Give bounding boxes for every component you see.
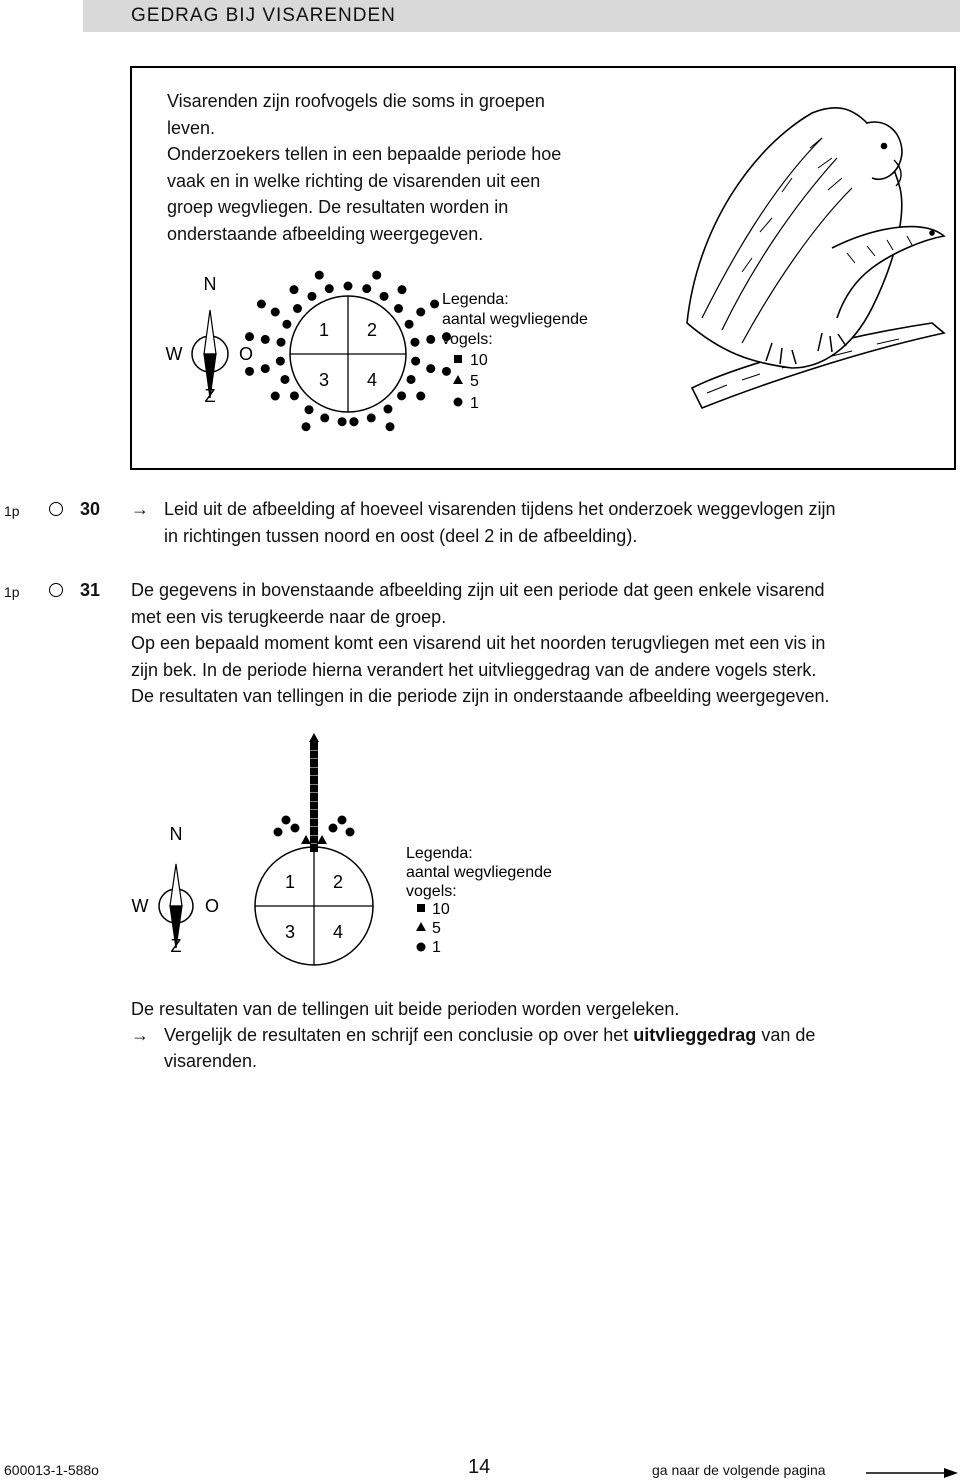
bird-dot: [372, 271, 381, 280]
bird-dot: [290, 285, 299, 294]
bird-dot: [329, 824, 338, 833]
question-number: 30: [80, 499, 101, 519]
legend-dot-value: 1: [470, 395, 479, 412]
points-label: 1p: [4, 503, 20, 519]
compass-n: N: [203, 274, 217, 294]
task-line: [164, 1022, 815, 1049]
page-number: 14: [468, 1456, 491, 1478]
question-line: Op een bepaald moment komt een visarend uit het noorden terugvliegen met een vis in: [131, 633, 826, 653]
bird-dot: [282, 816, 291, 825]
intro-line: Visarenden zijn roofvogels die soms in groepen: [167, 91, 545, 111]
bird-dot: [293, 304, 302, 313]
legend-triangle-icon: [416, 922, 426, 931]
legend-subtitle: aantal wegvliegende: [442, 311, 588, 328]
intro-line: groep wegvliegen. De resultaten worden in: [167, 197, 509, 217]
bird-dot: [426, 364, 435, 373]
bird-square: [310, 742, 318, 750]
compass-needle-north: [204, 310, 216, 354]
quadrant-3: 3: [284, 922, 296, 942]
compass-needle-north: [170, 864, 182, 906]
answer-circle-icon[interactable]: [49, 502, 63, 516]
intro-line: Onderzoekers tellen in een bepaalde periode hoe: [167, 144, 562, 164]
bird-dot: [245, 332, 254, 341]
figure-2: [0, 720, 960, 980]
bird-dot: [257, 300, 266, 309]
bird-square: [310, 819, 318, 827]
legend-1: [442, 291, 588, 412]
bird-dot: [280, 375, 289, 384]
quadrant-4: 4: [332, 922, 344, 942]
footer-code: 600013-1-588o: [4, 1462, 99, 1478]
bird-dot: [277, 338, 286, 347]
bird-dot: [304, 405, 313, 414]
question-line: in richtingen tussen noord en oost (deel 2 in de afbeelding).: [164, 525, 638, 546]
question-number: 31: [80, 580, 101, 600]
bird-dot: [290, 391, 299, 400]
bird-dot: [411, 357, 420, 366]
task-text: Vergelijk de resultaten en schrijf een conclusie op over het: [164, 1025, 634, 1045]
quadrant-1: 1: [284, 872, 296, 892]
bird-dot: [274, 828, 283, 837]
bird-dot: [344, 282, 353, 291]
legend-title: Legenda:: [442, 291, 509, 308]
intro-box: [130, 66, 956, 470]
bird-dot: [291, 824, 300, 833]
bird-dot: [416, 392, 425, 401]
bird-dot: [282, 320, 291, 329]
osprey-illustration: [687, 108, 944, 408]
bird-square: [310, 768, 318, 776]
direction-circle-2: [255, 847, 373, 965]
bird-dot: [271, 392, 280, 401]
arrow-icon: →: [131, 499, 149, 519]
compass-o: O: [204, 896, 220, 916]
bird-dot: [405, 320, 414, 329]
bird-square: [310, 751, 318, 759]
bird-dot: [338, 417, 347, 426]
question-line: De gegevens in bovenstaande afbeelding zijn uit een periode dat geen enkele visarend: [131, 580, 825, 600]
legend-2: [406, 845, 552, 956]
legend-square-icon: [417, 904, 425, 912]
direction-circle-1: [290, 296, 406, 412]
legend-subtitle: aantal wegvliegende: [406, 864, 552, 881]
bird-dot: [430, 300, 439, 309]
legend-subtitle: vogels:: [442, 331, 493, 348]
legend-dot-icon: [417, 943, 426, 952]
arrow-icon: →: [131, 1025, 149, 1045]
bird-dot: [245, 367, 254, 376]
bird-dot: [397, 285, 406, 294]
figure-1: [132, 68, 954, 468]
compass-n: N: [169, 824, 183, 844]
compass-w: W: [165, 344, 183, 364]
intro-line: leven.: [167, 117, 216, 138]
bird-dot: [442, 367, 451, 376]
legend-dot-value: 1: [432, 939, 441, 956]
question-30-text: [164, 496, 835, 549]
question-line: met een vis terugkeerde naar de groep.: [131, 606, 447, 627]
bird-dot: [367, 413, 376, 422]
bird-dot: [346, 828, 355, 837]
bird-dot: [276, 357, 285, 366]
compass-w: W: [131, 896, 149, 916]
compass-2: [132, 824, 220, 956]
quadrant-1: 1: [318, 320, 330, 340]
task-line-2: visarenden.: [164, 1051, 258, 1071]
bird-dot: [380, 292, 389, 301]
quadrant-3: 3: [318, 370, 330, 390]
bird-dot: [407, 375, 416, 384]
bird-dot: [320, 413, 329, 422]
next-arrow-icon: [866, 1466, 958, 1480]
bird-dot: [426, 335, 435, 344]
quadrant-2: 2: [366, 320, 378, 340]
bird-dots-2: [274, 733, 355, 852]
quadrant-2: 2: [332, 872, 344, 892]
compass-z: Z: [170, 936, 182, 956]
bird-dot: [261, 335, 270, 344]
bird-square: [310, 827, 318, 835]
compass-o: O: [238, 344, 254, 364]
legend-triangle-value: 5: [432, 920, 441, 937]
bird-square: [310, 785, 318, 793]
legend-square-value: 10: [432, 901, 450, 918]
bird-dot: [397, 391, 406, 400]
bird-dot: [315, 271, 324, 280]
bird-triangle: [301, 835, 311, 844]
legend-triangle-value: 5: [470, 373, 479, 390]
question-line: De resultaten van tellingen in die periode zijn in onderstaande afbeelding weergegeven.: [131, 686, 830, 706]
bird-dot: [261, 364, 270, 373]
intro-line: onderstaande afbeelding weergegeven.: [167, 223, 484, 244]
bird-triangle: [317, 835, 327, 844]
bird-dot: [383, 405, 392, 414]
next-page-text: ga naar de volgende pagina: [652, 1462, 826, 1478]
bird-dot: [386, 422, 395, 431]
legend-dot-icon: [454, 398, 463, 407]
points-label: 1p: [4, 584, 20, 600]
section-header: [83, 0, 960, 32]
question-line: zijn bek. In de periode hierna verandert het uitvlieggedrag van de andere vogels sterk.: [131, 659, 817, 680]
task-bold: uitvlieggedrag: [633, 1025, 757, 1045]
bird-dot: [271, 308, 280, 317]
bird-dot: [349, 417, 358, 426]
bird-dot: [362, 284, 371, 293]
legend-title: Legenda:: [406, 845, 473, 862]
legend-triangle-icon: [453, 375, 463, 384]
bird-square: [310, 802, 318, 810]
legend-square-icon: [454, 355, 462, 363]
bird-dot: [302, 422, 311, 431]
task-text: van de: [756, 1025, 816, 1045]
bird-square: [310, 836, 318, 844]
bird-dot: [338, 816, 347, 825]
legend-square-value: 10: [470, 352, 488, 369]
bird-square: [310, 759, 318, 767]
question-31-text: [131, 577, 829, 710]
bird-dot: [394, 304, 403, 313]
intro-line: vaak en in welke richting de visarenden uit een: [167, 170, 541, 191]
followup-text: De resultaten van de tellingen uit beide perioden worden vergeleken.: [131, 999, 680, 1019]
question-line: Leid uit de afbeelding af hoeveel visarenden tijdens het onderzoek weggevlogen zijn: [164, 499, 836, 519]
bird-triangle: [309, 733, 319, 742]
bird-square: [310, 810, 318, 818]
bird-square: [310, 793, 318, 801]
bird-square: [310, 844, 318, 852]
bird-dot: [416, 308, 425, 317]
quadrant-4: 4: [366, 370, 378, 390]
compass-1: [166, 274, 254, 406]
section-title: GEDRAG BIJ VISARENDEN: [131, 5, 396, 26]
answer-circle-icon[interactable]: [49, 583, 63, 597]
bird-dot: [325, 284, 334, 293]
bird-square: [310, 776, 318, 784]
bird-dot: [307, 292, 316, 301]
legend-subtitle: vogels:: [406, 883, 457, 900]
bird-dot: [410, 338, 419, 347]
compass-z: Z: [204, 386, 216, 406]
